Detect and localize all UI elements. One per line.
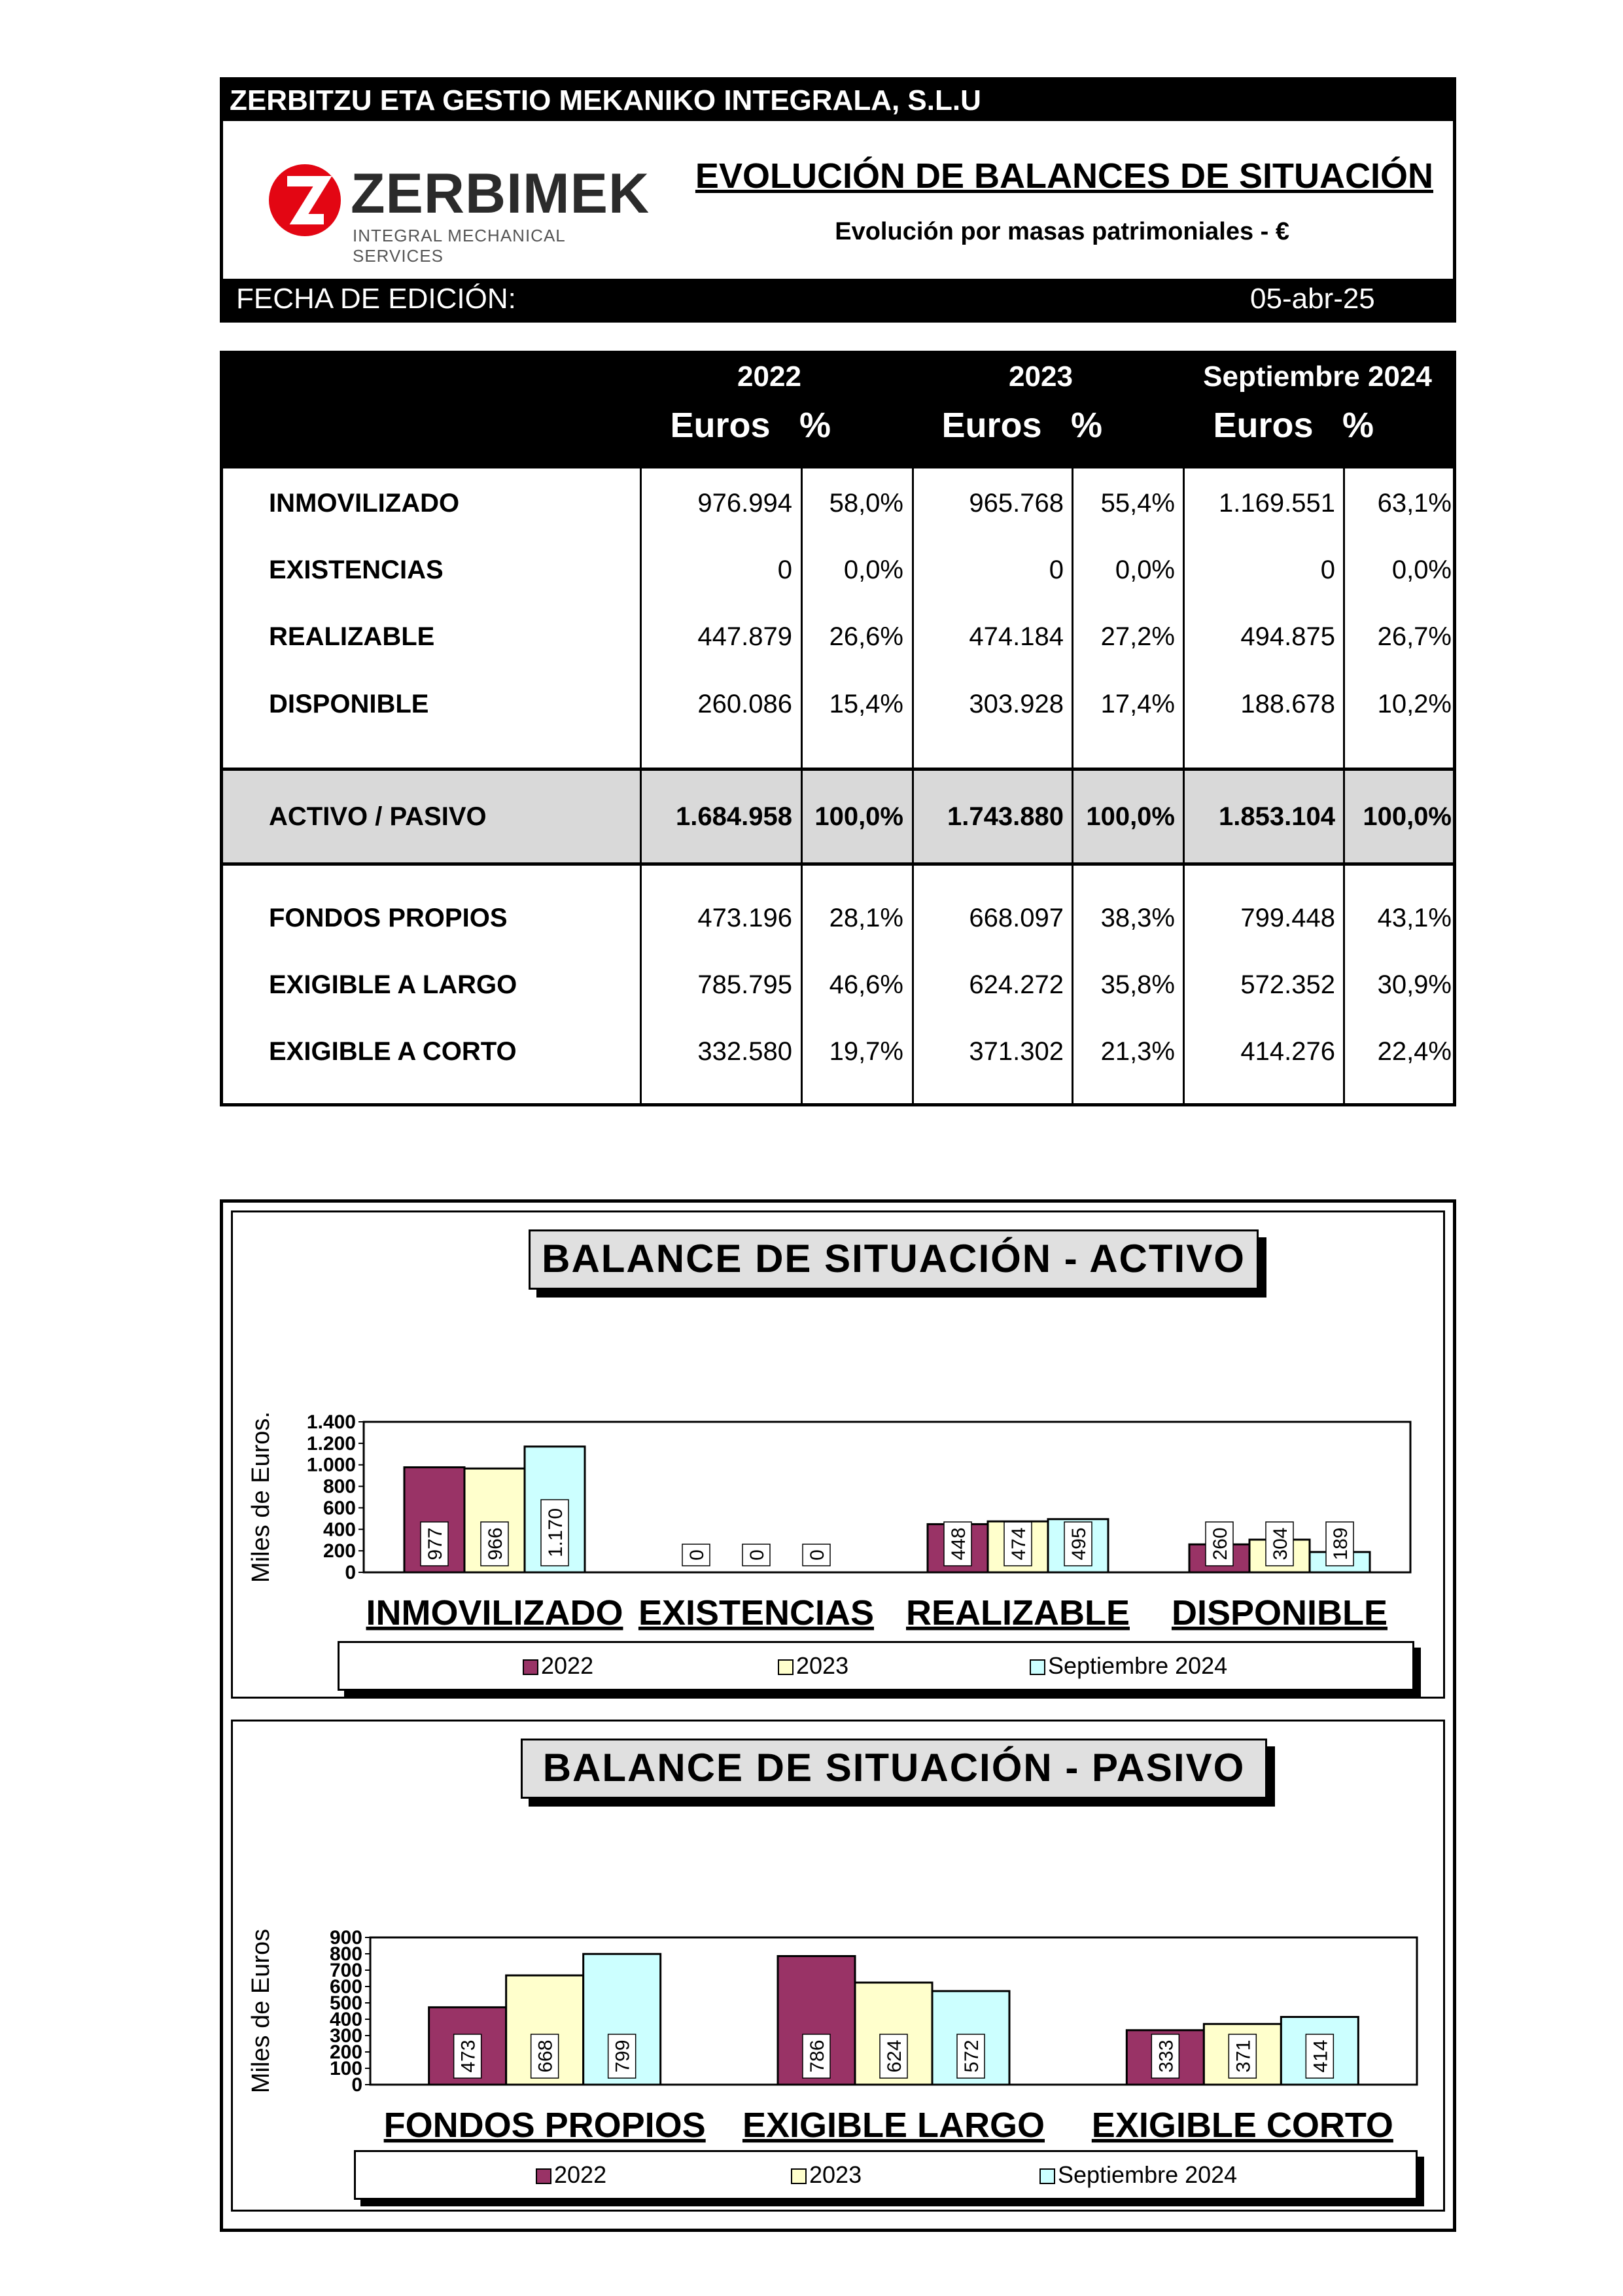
data-label-text: 414 <box>1310 2040 1332 2073</box>
row-label-exigible-corto: EXIGIBLE A CORTO <box>269 1037 517 1066</box>
data-label <box>1266 1522 1293 1566</box>
table-cell: 26,7% <box>1377 622 1452 651</box>
data-label-text: 624 <box>884 2040 905 2073</box>
data-label-text: 448 <box>948 1527 969 1561</box>
legend-label: 2023 <box>809 2161 862 2188</box>
report-title: EVOLUCIÓN DE BALANCES DE SITUACIÓN <box>695 156 1433 196</box>
data-label <box>1206 1522 1233 1566</box>
table-cell: 10,2% <box>1377 690 1452 718</box>
data-label-text: 260 <box>1210 1527 1231 1561</box>
charts-frame <box>220 1199 1456 2232</box>
category-label: DISPONIBLE <box>1171 1593 1388 1633</box>
y-tick-label: 900 <box>329 1927 362 1949</box>
data-label <box>1326 1522 1353 1566</box>
data-label <box>531 2034 559 2078</box>
table-cell: 58,0% <box>829 489 903 518</box>
table-cell: 965.768 <box>969 489 1064 518</box>
balance-table <box>220 351 1456 1106</box>
table-cell: 260.086 <box>697 690 792 718</box>
zerbimek-logo <box>269 159 650 266</box>
data-label <box>481 1522 508 1566</box>
data-label-text: 799 <box>612 2040 634 2073</box>
data-label-text: 189 <box>1330 1527 1352 1561</box>
table-header <box>223 354 1453 468</box>
edition-date-label: FECHA DE EDICIÓN: <box>236 283 516 315</box>
legend-item-2024 <box>1039 2161 1237 2189</box>
data-label-text: 333 <box>1155 2040 1178 2073</box>
legend-item-2024 <box>1030 1652 1227 1680</box>
y-tick-label: 300 <box>329 2025 362 2047</box>
col-pct-2022: % <box>799 406 831 445</box>
legend-item-2023 <box>791 2161 862 2189</box>
table-cell: 624.272 <box>969 970 1064 999</box>
y-tick-label: 0 <box>351 2074 362 2096</box>
data-label <box>454 2034 481 2078</box>
table-cell: 371.302 <box>969 1037 1064 1066</box>
table-cell: 28,1% <box>829 904 903 932</box>
report-subtitle: Evolución por masas patrimoniales - € <box>835 218 1289 245</box>
table-cell: 38,3% <box>1100 904 1175 932</box>
table-cell: 100,0% <box>814 802 903 831</box>
row-label-total: ACTIVO / PASIVO <box>269 802 487 831</box>
data-label <box>421 1522 448 1566</box>
year-2024-header: Septiembre 2024 <box>1203 361 1432 393</box>
activo-chart-title: BALANCE DE SITUACIÓN - ACTIVO <box>529 1229 1259 1290</box>
data-label <box>1064 1522 1092 1566</box>
data-label-text: 966 <box>485 1527 506 1561</box>
pasivo-chart-panel <box>231 1720 1445 2212</box>
row-label-fondos-propios: FONDOS PROPIOS <box>269 904 508 932</box>
table-cell: 1.743.880 <box>947 802 1064 831</box>
col-divider <box>1072 468 1073 1103</box>
y-tick-label: 600 <box>329 1976 362 1998</box>
legend-swatch-2023 <box>791 2168 807 2184</box>
y-tick-label: 800 <box>323 1475 356 1498</box>
table-cell: 0,0% <box>1115 556 1175 584</box>
data-label-text: 495 <box>1068 1527 1090 1561</box>
table-cell: 22,4% <box>1377 1037 1452 1066</box>
year-2022-header: 2022 <box>737 361 801 393</box>
table-cell: 799.448 <box>1240 904 1335 932</box>
category-label: FONDOS PROPIOS <box>383 2106 706 2145</box>
col-pct-2024: % <box>1342 406 1374 445</box>
col-divider <box>1183 468 1187 1103</box>
table-cell: 668.097 <box>969 904 1064 932</box>
legend-swatch-2024 <box>1039 2168 1055 2184</box>
edition-date-value: 05-abr-25 <box>1250 283 1375 315</box>
y-tick-label: 600 <box>323 1497 356 1519</box>
data-label-text: 572 <box>961 2040 983 2073</box>
y-tick-label: 100 <box>329 2058 362 2079</box>
data-label <box>1306 2034 1333 2078</box>
col-euros-2024: Euros <box>1213 406 1314 445</box>
col-euros-2023: Euros <box>941 406 1042 445</box>
row-label-realizable: REALIZABLE <box>269 622 435 651</box>
table-cell: 19,7% <box>829 1037 903 1066</box>
year-2023-header: 2023 <box>1009 361 1073 393</box>
y-tick-label: 700 <box>329 1960 362 1981</box>
category-label: EXISTENCIAS <box>638 1593 875 1633</box>
legend-item-2023 <box>778 1652 848 1680</box>
logo-tagline: INTEGRAL MECHANICAL SERVICES <box>353 226 565 266</box>
table-cell: 21,3% <box>1100 1037 1175 1066</box>
pasivo-bar-chart <box>233 1820 1443 2145</box>
data-label-text: 668 <box>534 2040 557 2073</box>
data-label-text: 1.170 <box>545 1508 567 1558</box>
data-label <box>608 2034 636 2078</box>
data-label <box>1004 1522 1032 1566</box>
table-cell: 43,1% <box>1377 904 1452 932</box>
col-divider <box>1343 468 1345 1103</box>
activo-chart-panel <box>231 1210 1445 1699</box>
table-cell: 15,4% <box>829 690 903 718</box>
data-label-text: 0 <box>686 1549 708 1561</box>
legend-swatch-2022 <box>536 2168 551 2184</box>
category-label: INMOVILIZADO <box>366 1593 623 1633</box>
data-label-text: 0 <box>807 1549 828 1561</box>
col-divider <box>801 468 803 1103</box>
activo-bar-chart <box>233 1311 1443 1633</box>
table-cell: 100,0% <box>1363 802 1452 831</box>
table-cell: 1.169.551 <box>1219 489 1335 518</box>
edition-date-bar <box>223 279 1453 319</box>
pasivo-chart-title: BALANCE DE SITUACIÓN - PASIVO <box>521 1739 1267 1799</box>
legend-item-2022 <box>536 2161 606 2189</box>
data-label-text: 473 <box>457 2040 480 2073</box>
category-label: REALIZABLE <box>906 1593 1130 1633</box>
y-axis-label: Miles de Euros <box>247 1928 275 2094</box>
table-cell: 17,4% <box>1100 690 1175 718</box>
table-cell: 1.684.958 <box>676 802 792 831</box>
data-label <box>1151 2034 1179 2078</box>
table-cell: 188.678 <box>1240 690 1335 718</box>
table-cell: 100,0% <box>1086 802 1175 831</box>
activo-legend <box>338 1641 1414 1691</box>
table-cell: 303.928 <box>969 690 1064 718</box>
row-label-exigible-largo: EXIGIBLE A LARGO <box>269 970 517 999</box>
logo-wordmark: ZERBIMEK <box>351 162 650 225</box>
table-cell: 0 <box>777 556 792 584</box>
data-label <box>1229 2034 1256 2078</box>
col-divider <box>912 468 916 1103</box>
category-label: EXIGIBLE CORTO <box>1091 2106 1393 2145</box>
table-cell: 494.875 <box>1240 622 1335 651</box>
report-header <box>220 77 1456 323</box>
y-tick-label: 1.000 <box>306 1454 356 1476</box>
data-label-text: 304 <box>1270 1527 1291 1561</box>
row-label-inmovilizado: INMOVILIZADO <box>269 489 460 518</box>
table-cell: 27,2% <box>1100 622 1175 651</box>
y-tick-label: 400 <box>323 1519 356 1541</box>
data-label <box>957 2034 985 2078</box>
legend-item-2022 <box>523 1652 593 1680</box>
legend-label: 2023 <box>796 1652 849 1679</box>
data-label <box>682 1544 710 1566</box>
data-label <box>944 1522 971 1566</box>
table-cell: 26,6% <box>829 622 903 651</box>
col-divider <box>640 468 644 1103</box>
y-tick-label: 800 <box>329 1943 362 1965</box>
y-tick-label: 0 <box>345 1562 356 1583</box>
data-label <box>803 1544 830 1566</box>
table-cell: 414.276 <box>1240 1037 1335 1066</box>
table-cell: 0,0% <box>843 556 903 584</box>
table-cell: 35,8% <box>1100 970 1175 999</box>
table-cell: 63,1% <box>1377 489 1452 518</box>
table-cell: 30,9% <box>1377 970 1452 999</box>
y-tick-label: 200 <box>329 2041 362 2063</box>
table-cell: 447.879 <box>697 622 792 651</box>
row-label-disponible: DISPONIBLE <box>269 690 429 718</box>
data-label <box>880 2034 907 2078</box>
category-label: EXIGIBLE LARGO <box>742 2106 1045 2145</box>
row-label-existencias: EXISTENCIAS <box>269 556 444 584</box>
table-cell: 0 <box>1049 556 1064 584</box>
table-cell: 473.196 <box>697 904 792 932</box>
data-label-text: 977 <box>425 1527 446 1561</box>
legend-label: 2022 <box>554 2161 607 2188</box>
data-label <box>742 1544 770 1566</box>
y-tick-label: 1.400 <box>306 1411 356 1433</box>
table-cell: 572.352 <box>1240 970 1335 999</box>
y-tick-label: 1.200 <box>306 1432 356 1455</box>
pasivo-legend <box>354 2150 1418 2200</box>
y-axis-label: Miles de Euros. <box>247 1411 275 1583</box>
table-cell: 46,6% <box>829 970 903 999</box>
col-euros-2022: Euros <box>670 406 771 445</box>
company-name: ZERBITZU ETA GESTIO MEKANIKO INTEGRALA, S.L.U <box>223 80 1453 121</box>
legend-label: 2022 <box>541 1652 594 1679</box>
legend-swatch-2024 <box>1030 1659 1045 1675</box>
legend-swatch-2023 <box>778 1659 794 1675</box>
y-tick-label: 200 <box>323 1540 356 1563</box>
table-cell: 332.580 <box>697 1037 792 1066</box>
table-cell: 1.853.104 <box>1219 802 1335 831</box>
data-label-text: 474 <box>1008 1527 1030 1561</box>
table-cell: 0 <box>1320 556 1335 584</box>
logo-z-icon <box>269 164 341 236</box>
legend-label: Septiembre 2024 <box>1048 1652 1228 1679</box>
y-tick-label: 400 <box>329 2009 362 2030</box>
legend-swatch-2022 <box>523 1659 538 1675</box>
table-cell: 474.184 <box>969 622 1064 651</box>
y-tick-label: 500 <box>329 1992 362 2014</box>
col-pct-2023: % <box>1070 406 1102 445</box>
table-cell: 55,4% <box>1100 489 1175 518</box>
table-cell: 785.795 <box>697 970 792 999</box>
data-label <box>541 1500 568 1566</box>
data-label <box>803 2034 830 2078</box>
data-label-text: 0 <box>746 1549 768 1561</box>
data-label-text: 786 <box>807 2040 828 2073</box>
table-cell: 0,0% <box>1391 556 1452 584</box>
legend-label: Septiembre 2024 <box>1058 2161 1238 2188</box>
data-label-text: 371 <box>1232 2040 1255 2073</box>
table-cell: 976.994 <box>697 489 792 518</box>
